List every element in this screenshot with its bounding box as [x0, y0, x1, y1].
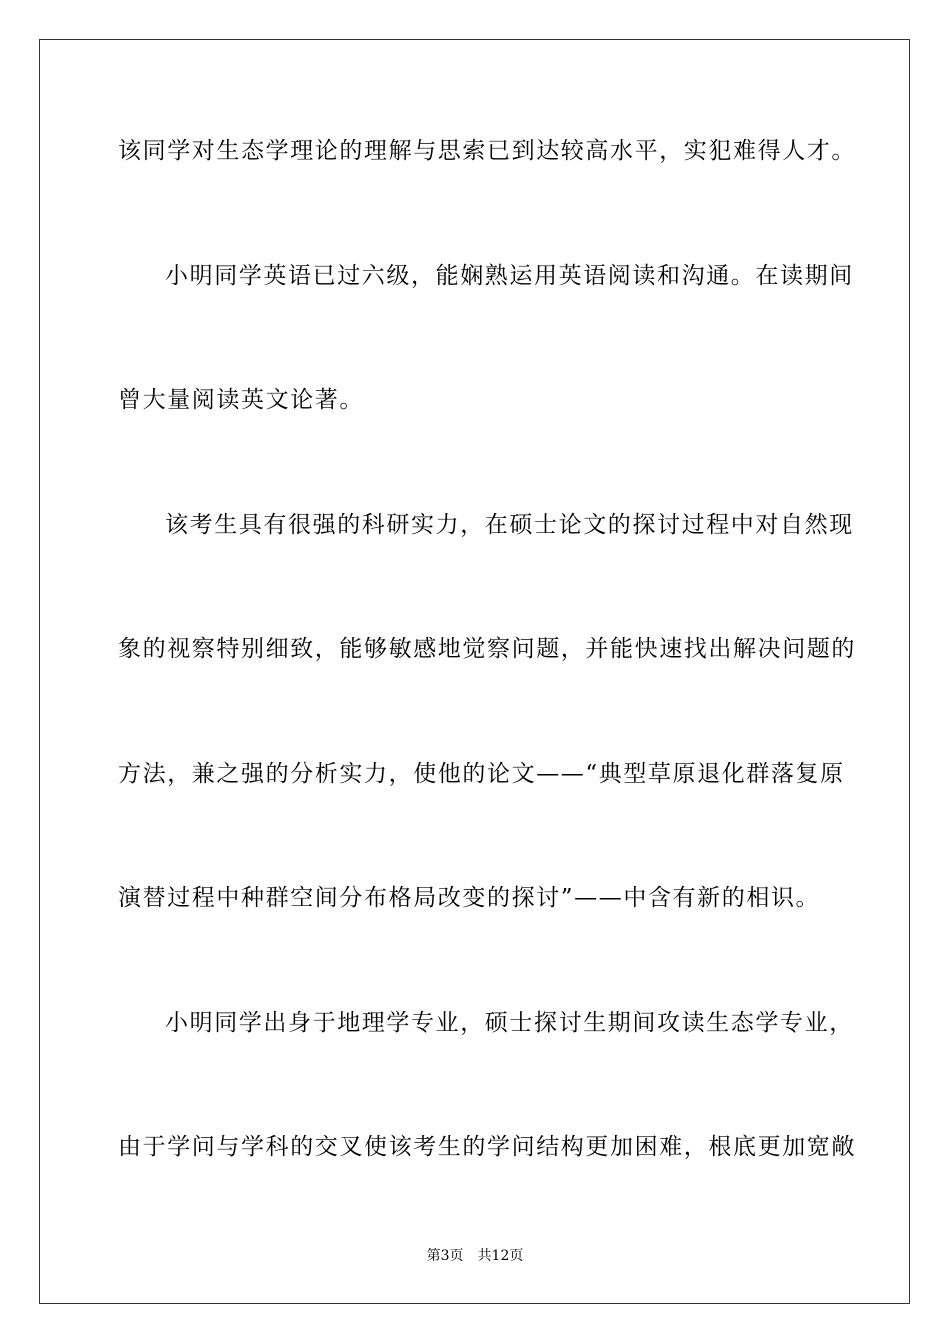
page-footer: [0, 1246, 950, 1266]
page-number: 第3页: [426, 1248, 464, 1264]
page-border: [39, 39, 910, 1304]
text-line: 该同学对生态学理论的理解与思索已到达较高水平，实犯难得人才。: [118, 138, 856, 164]
text-line: 象的视察特别细致，能够敏感地觉察问题，并能快速找出解决问题的: [118, 636, 856, 662]
paragraph-first-line: 小明同学英语已过六级，能娴熟运用英语阅读和沟通。在读期间: [165, 263, 854, 289]
text-line: 由于学问与学科的交叉使该考生的学问结构更加困难，根底更加宽敞: [118, 1134, 856, 1160]
page-total: 共12页: [477, 1248, 524, 1264]
text-line: 曾大量阅读英文论著。: [118, 387, 364, 413]
paragraph-first-line: 小明同学出身于地理学专业，硕士探讨生期间攻读生态学专业，: [165, 1010, 854, 1036]
text-line: 演替过程中种群空间分布格局改变的探讨”——中含有新的相识。: [118, 885, 821, 911]
text-line: 方法，兼之强的分析实力，使他的论文——“典型草原退化群落复原: [118, 761, 845, 787]
paragraph-first-line: 该考生具有很强的科研实力，在硕士论文的探讨过程中对自然现: [165, 512, 854, 538]
